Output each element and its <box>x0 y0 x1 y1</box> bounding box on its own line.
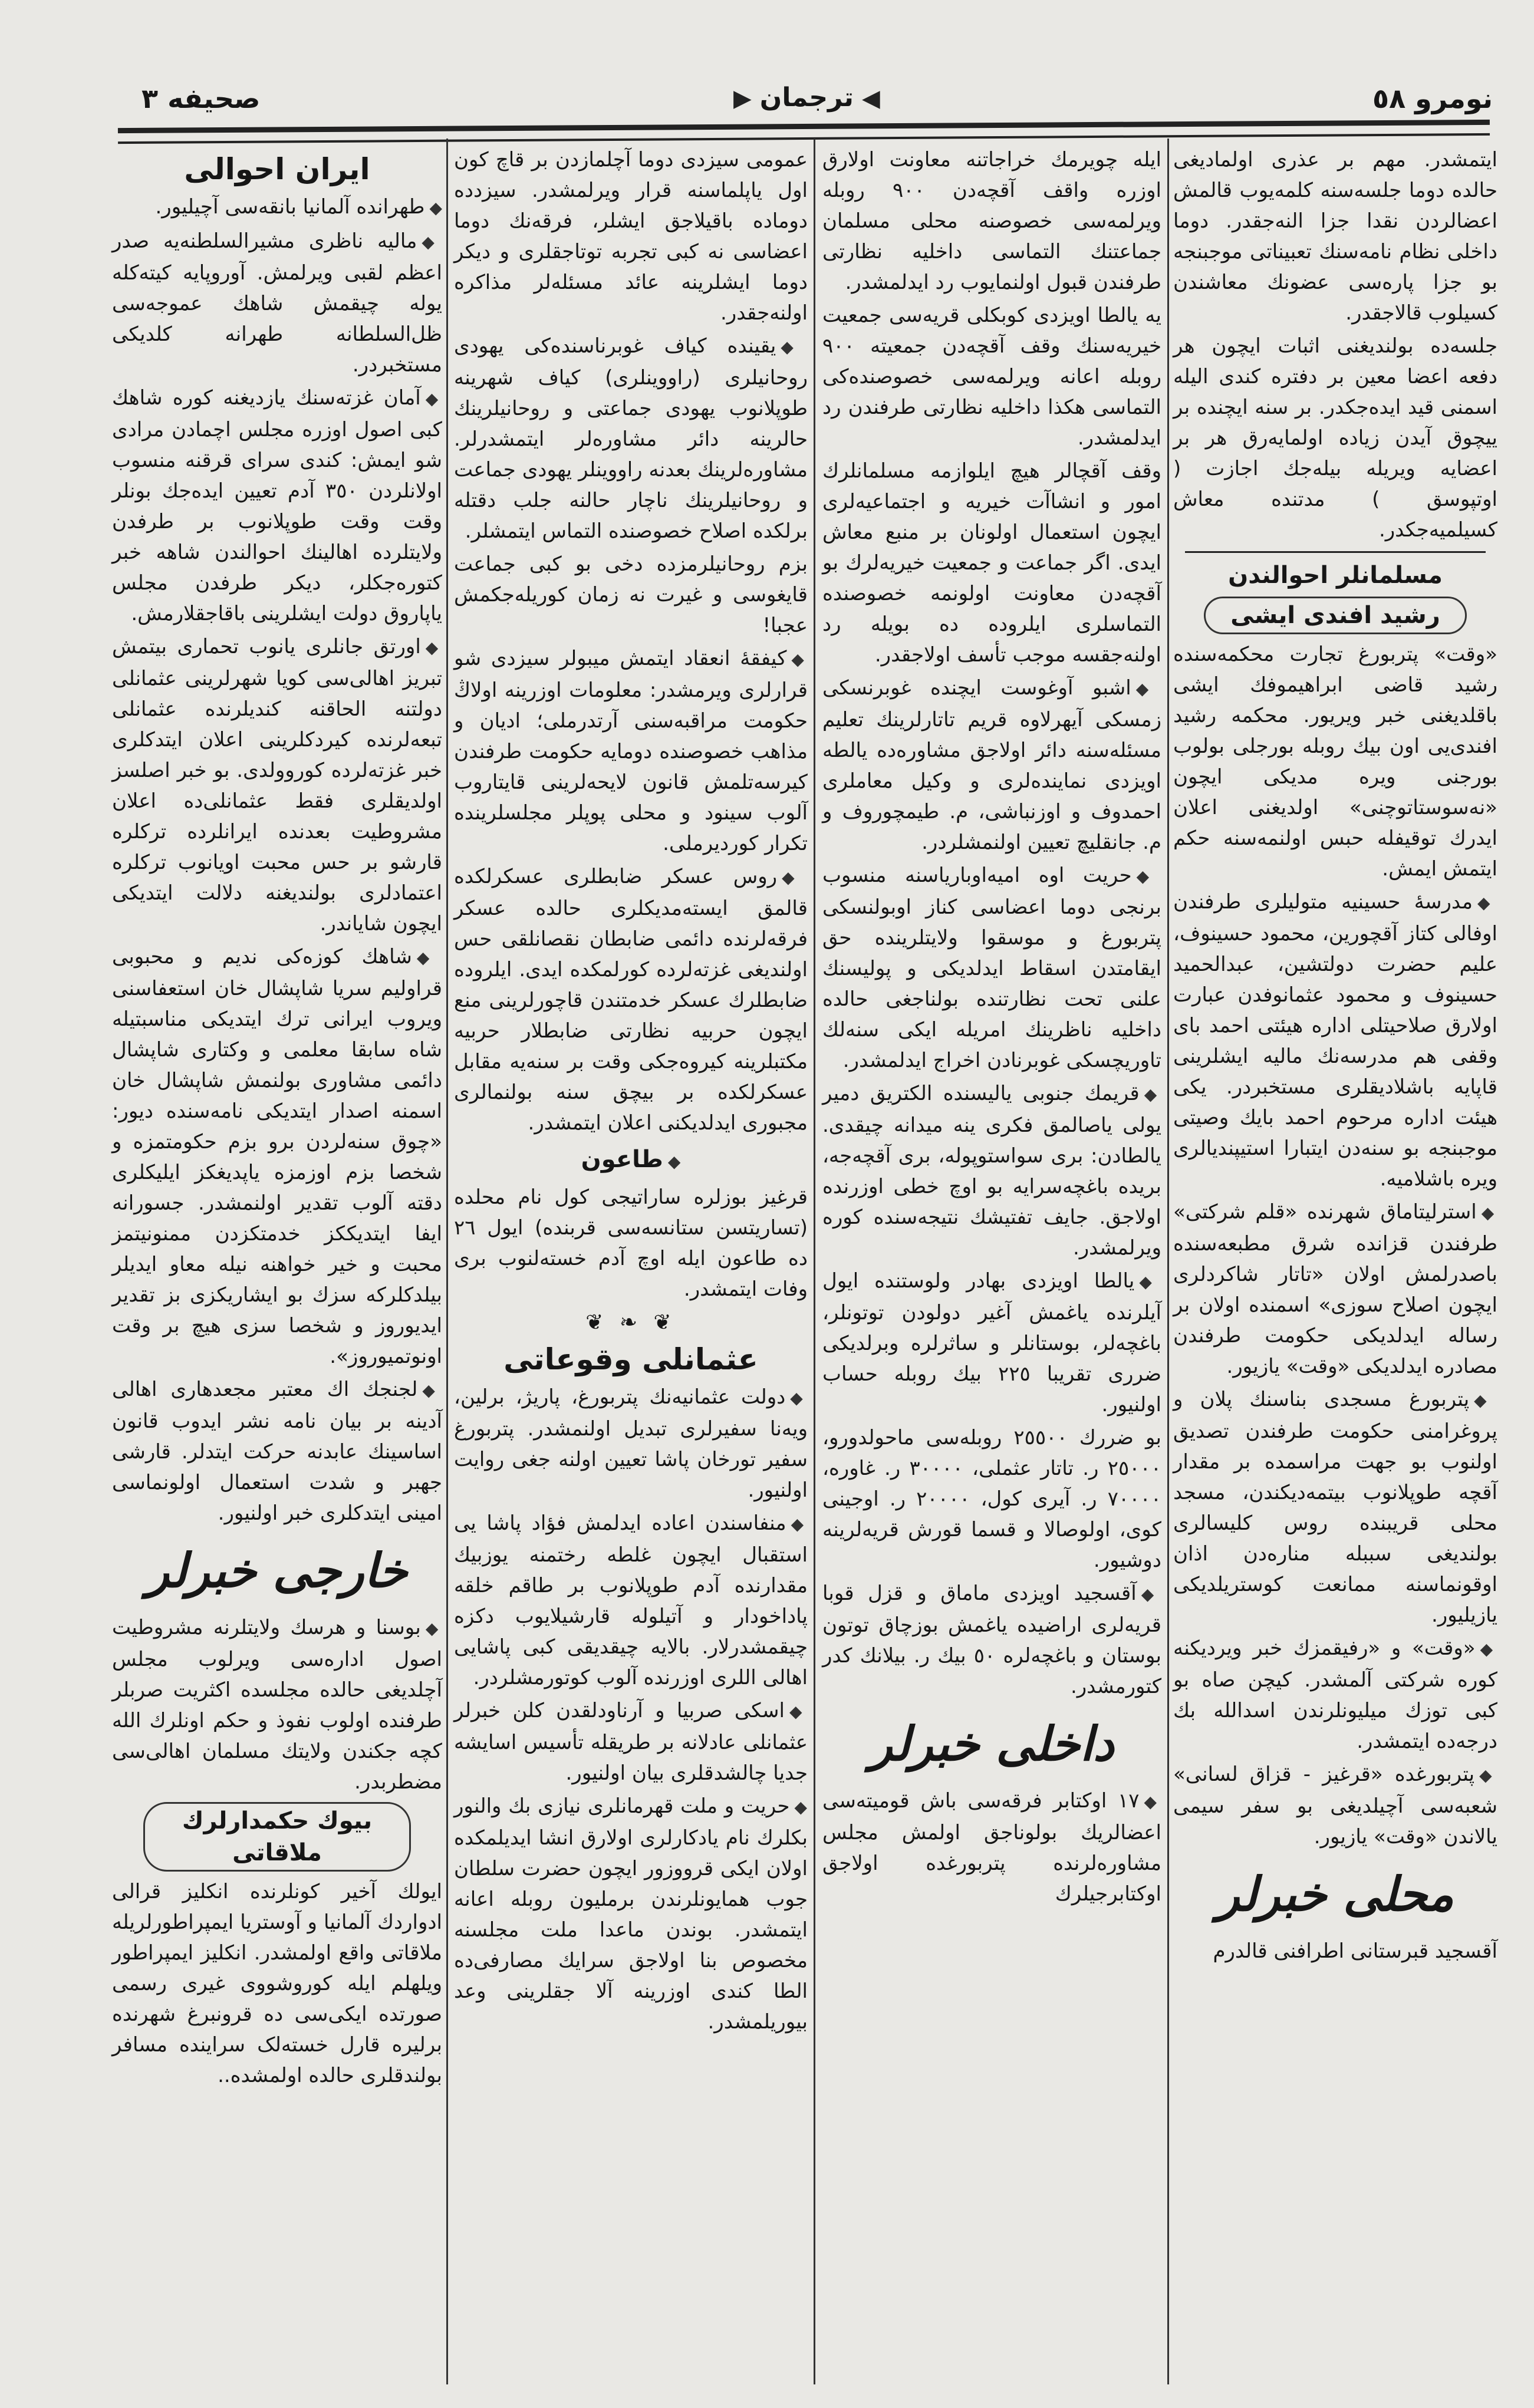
diamond-bullet-icon: ◆ <box>789 1702 808 1721</box>
diamond-bullet-icon: ◆ <box>422 1381 442 1400</box>
paragraph <box>112 383 442 629</box>
article-heading: رشید افندی ایشی <box>1204 597 1467 634</box>
column-3 <box>822 144 1161 1912</box>
paragraph <box>112 192 442 223</box>
domestic-news-heading: داخلی خبرلر <box>870 1716 1114 1771</box>
paragraph <box>1173 1633 1497 1757</box>
paragraph <box>454 861 808 1138</box>
diamond-bullet-icon: ◆ <box>1474 1391 1497 1410</box>
column-divider <box>446 139 448 2384</box>
paragraph: ایله چویرمك خراجاتنه معاونت اولارق اوزره واقف آقچه‌دن ٩٠٠ روبله ویرلمه‌سی خصوصنه محلی مسلمان جماعتنك التماسی داخلیه نظارتی طرفندن قبول اولنمایوب رد ایدلمشدر. <box>822 148 1161 294</box>
paragraph: «وقت» پتربورغ تجارت محکمه‌سنده رشید قاضی ابراهیموفك ایشی باقلدیغنی خبر ویریور. محکمه رشید افندی‌یی اون بیك روبله بورجلی بولوب بورجنی ویره مدیکی ایچون «نه‌سوستاتوچنی» اولدیغنی اعلان ایدرك توقیفله حبس اولنمه‌سنه حکم ایتمش ایمش. <box>1173 643 1497 881</box>
paragraph-text: ١٧ اوکتابر فرقه‌سی باش قومیته‌سی اعضالریك بولوناجق اولمش مجلس مشاوره‌لرنده پتربورغده اولاجق اوکتابرجیلرك <box>822 1789 1161 1906</box>
ornament-icon: ◀ <box>861 85 880 112</box>
paragraph: وقف آقچالر هیچ ایلوازمه مسلمانلرك امور و انشاآت خیریه و اجتماعیه‌لری ایچون استعمال اولونان بر منبع معاش ایدی. اگر جماعت و جمعیت خیریه‌لرك بو آقچه‌دن معاونت اولونمه خصوصنده التماسلری ایلروده ده بویله رد اولنه‌جقسه موجب تأسف اولاجقدر. <box>822 459 1161 667</box>
paragraph: عمومی سیزدی دوما آچلمازدن بر قاچ کون اول یاپلماسنه قرار ویرلمشدر. سیزدده دوماده باقیلاجق ایشلر، فرقه‌نك دوما اعضاسی نه کبی تجربه توتاجقلری و دیکر دوما ایشلرینه عائد مسئله‌لر مذاکره اولنه‌جقدر. <box>454 148 808 325</box>
article-heading: بیوك حکمدارلرك ملاقاتی <box>143 1802 411 1872</box>
paragraph-text: آقسجید اویزدی ماماق و قزل قوبا قریه‌لری اراضیده یاغمش بوزچاق توتون بوستان و باغچه‌لره ٥٠ بیك ر. بیلانك کدر کتورمشدر. <box>822 1582 1161 1698</box>
column-1 <box>112 144 442 2093</box>
diamond-bullet-icon: ◆ <box>781 337 808 357</box>
issue-number: نومرو ٥٨ <box>1372 83 1493 114</box>
paragraph <box>1173 887 1497 1194</box>
paragraph <box>822 1266 1161 1420</box>
paragraph-text: یالطا اویزدی بهادر ولوستنده ایول آیلرنده یاغمش آغیر دولودن توتونلر، باغچه‌لر، بوستانلر و ساثرلره وبرلدیکی ضرری تقریبا ٢٢٥ بیك روبله حساب اولنیور. <box>822 1269 1161 1417</box>
diamond-bullet-icon: ◆ <box>791 650 808 669</box>
paragraph <box>822 673 1161 858</box>
divider <box>1185 551 1486 553</box>
paragraph <box>112 226 442 380</box>
diamond-bullet-icon: ◆ <box>1477 893 1497 913</box>
paragraph <box>454 1791 808 2037</box>
diamond-bullet-icon: ◆ <box>667 1152 681 1171</box>
plague-heading <box>454 1143 808 1178</box>
ornament-icon: ▶ <box>733 85 752 112</box>
diamond-bullet-icon: ◆ <box>1141 1585 1161 1604</box>
paragraph <box>454 643 808 859</box>
paragraph: یه یالطا اویزدی کوبکلی قریه‌سی جمعیت خیریه‌سنك وقف آقچه‌دن جمعیته ٩٠٠ روبله اعانه ویرلمه‌سی خصوصنده‌کی التماسی هکذا داخلیه نظارتی طرفندن رد ایدلمشدر. <box>822 304 1161 450</box>
diamond-bullet-icon: ◆ <box>1480 1639 1497 1659</box>
paragraph-text: شاهك کوزه‌کی ندیم و محبوبی قراولیم سریا شاپشال خان استعفاسنی ویروب ایرانی ترك ایتدیکی مناسبتیله شاه سابقا معلمی و وکتاری شاپشال دائمی مشاوری بولنمش شاپشال خان اسمنه اصدار ایتدیکی نامه‌سنده دیور: «چوق سنه‌لردن برو بزم حکومتمزه و شخصا بزم اوزمزه یاپدیغکز ایلیکلری دقته آلوب تقدیر اولنمشدر. جسورانه ایفا ایتدیککز خدمتکزدن ممنونیتمز محبت و خیر خواهنه نیله معاو ایدیلر بیلدکلرکه سزك بو ایشاریکزی بز تقدیر ایدیوروز و شخصا سزی هیچ بر وقت اونوتمیوروز». <box>112 945 442 1368</box>
column-divider <box>814 139 815 2384</box>
paragraph <box>112 1612 442 1797</box>
paragraph-text: اشبو آوغوست ایچنده غوبرنسکی زمسکی آیهرلاوه قریم تاتارلرینك تعلیم مسئله‌سنه دائر اولاجق مشاوره‌ده یالطه اویزدی نماینده‌لری و وکیل معاملری احمدوف و اوزنباشی، م. طیمچوروف و م. جانقلیچ تعیین اولنمشلردر. <box>822 676 1161 854</box>
diamond-bullet-icon: ◆ <box>429 198 442 218</box>
ottoman-events-heading: عثمانلی وقوعاتی <box>503 1342 758 1376</box>
paragraph-text: پتربورغده «قرغیز - قزاق لسانی» شعبه‌سی آچیلدیغی بو سفر سیمی یالاندن «وقت» یازیور. <box>1173 1763 1497 1849</box>
paragraph <box>1173 1759 1497 1852</box>
column-2 <box>454 144 808 2040</box>
column-divider <box>1167 139 1169 2384</box>
paragraph <box>822 1578 1161 1702</box>
paragraph <box>112 631 442 939</box>
paragraph <box>454 331 808 546</box>
diamond-bullet-icon: ◆ <box>791 1514 808 1534</box>
paragraph-text: کیفقهٔ انعقاد ایتمش میبولر سیزدی شو قرارلری ویرمشدر: معلومات اوزرینه اولاڭ حکومت مراقبه‌سنی آرتدرملی؛ ادیان و مذاهب خصوصنده دومایه حکومت طرفندن کیرسه‌تلمش قانون لایحه‌لرینی قایتاروب آلوب سینود و محلی پوپلر مجلسلرینده تکرار کوردیرملی. <box>454 647 808 855</box>
diamond-bullet-icon: ◆ <box>1144 1085 1161 1104</box>
paragraph <box>112 1374 442 1529</box>
diamond-bullet-icon: ◆ <box>1135 679 1161 699</box>
diamond-bullet-icon: ◆ <box>1479 1765 1497 1785</box>
paragraph: ایولك آخیر کونلرنده انکلیز قرالی ادواردك آلمانیا و آوستریا ایمپراطورلریله ملاقاتی واقع اولمشدر. انکلیز ایمپراطور ویلهلم ایله کوروشووی غیری رسمی صورتده ایکی‌سی ده قرونبرغ شهرنده برلیره قارل خسته‌لک سراینده مسافر بولندقلری حالده اولمشده.. <box>112 1880 442 2087</box>
local-news-heading: محلی خبرلر <box>1217 1866 1454 1922</box>
paragraph: بزم روحانیلرمزده دخی بو کبی جماعت قایغوسی و غیرت نه زمان کوریله‌جکمش عجبا! <box>454 552 808 637</box>
masthead <box>725 83 888 113</box>
paragraph-text: اورتق جانلری یانوب تحماری بیتمش تبریز اهالی‌سی کویا شهرلرینی عثمانلی دولتنه الحاقنه کندیلرنده عثمانلی تبعه‌لرنده کیردکلرینی اعلان ایتدکلری خبر غزته‌لرده کوروولدی. بو خبر اصلسز اولدیقلری فقط عثمانلی‌ده اعلان مشروطیت بعدنده ایرانلرده ترکلره قارشو بر حس محبت اویانوب ترکلره اعتمادلری بولندیغنه دلالت ایتدیکی ایچون شایاندر. <box>112 635 442 935</box>
paragraph-text: «وقت» و «رفیقمزك خبر ویردیکنه کوره شرکتی آلمشدر. کیچن صاه بو کبی توزك میلیونلرندن اسدالله بك درجه‌ده ایتمشدر. <box>1173 1636 1497 1753</box>
paragraph-text: طهرانده آلمانیا بانقه‌سی آچیلیور. <box>155 195 425 219</box>
paragraph-text: مالیه ناظری مشیرالسلطنه‌یه صدر اعظم لقبی ویرلمش. آوروپایه کیته‌کله یوله چیقمش شاهك عموجه‌سی ظل‌السلطانه طهرانه کلدیکی مستخبردر. <box>112 229 442 377</box>
paragraph <box>1173 1384 1497 1630</box>
diamond-bullet-icon: ◆ <box>422 232 442 252</box>
heading-text: طاعون <box>581 1146 663 1173</box>
paragraph <box>454 1382 808 1506</box>
header-rule <box>118 120 1490 144</box>
paragraph-text: لجنجك اك معتبر مجعدهاری اهالی آدینه بر بیان نامه نشر ایدوب قانون اساسینك عابدنه حرکت ایتدلر. قارشی جهبر و شدت استعمال اولونماسی امینی ایتدکلری خبر اولنیور. <box>112 1378 442 1525</box>
diamond-bullet-icon: ◆ <box>425 638 442 657</box>
paragraph-text: حریت اوه امیه‌اوباریاسنه منسوب برنجی دوما اعضاسی کناز اوبولنسکی پتربورغ و موسقوا ولایتلرینده حق ایقامتدن اسقاط ایدلدیکی و پولیسنك علنی تحت نظارتنده بولناجغی حالده داخلیه ناظرینك امریله ایکی سنه‌لك تاوریچسکی غوبرنادن اخراج ایدلمشدر. <box>822 864 1161 1072</box>
iran-affairs-heading: ایران احوالی <box>184 152 370 186</box>
diamond-bullet-icon: ◆ <box>416 948 442 967</box>
diamond-bullet-icon: ◆ <box>794 1797 808 1817</box>
paragraph <box>1173 1197 1497 1382</box>
paragraph <box>454 1508 808 1693</box>
diamond-bullet-icon: ◆ <box>1481 1203 1497 1223</box>
paragraph: جلسه‌ده بولندیغنی اثبات ایچون هر دفعه اعضا معین بر دفتره کندی الیله اسمنی قید ایده‌جکدر. بر سنه ایچنده بر ییچوق آیدن زیاده اولمایه‌رق هر بر اعضایه ویریله بیله‌جك اجازت ( اوتپوسق ) مدتنده معاش کسیلمیه‌جکدر. <box>1173 334 1497 542</box>
paragraph <box>112 941 442 1372</box>
paragraph-text: بوسنا و هرسك ولایتلرنه مشروطیت اصول اداره‌سی ویرلوب مجلس آچلدیغی حالده مجلسده اکثریت صربلر طرفنده اولوب نفوذ و حکم اونلرك الله کچه جکندن ولایتك مسلمان اهالی‌سی مضطربدر. <box>112 1616 442 1794</box>
paragraph: آقسجید قبرستانی اطرافنی قالدرم <box>1213 1939 1497 1963</box>
section-heading: مسلمانلر احوالندن <box>1228 562 1443 589</box>
paragraph-text: پتربورغ مسجدی بناسنك پلان و پروغرامنی حکومت طرفندن تصدیق اولنوب بو جهت مراسمده بر مقدار آقچه طوپلانوب بیتمه‌دیکندن، مسجد محلی قریبنده روس کلیسالری بولندیغی سببله مناره‌دن اذان اوقونماسنه ممانعت کوستریلدیکی یازیلیور. <box>1173 1388 1497 1627</box>
paragraph-text: استرلیتاماق شهرنده «قلم شرکتی» طرفندن قزانده شرق مطبعه‌سنده باصدرلمش اولان «تاتار شاکردلری ایچون اصلاح سوزی» اسمنده اولان بر رساله ایدلدیکی حکومت طرفندن مصادره ایدلدیکی «وقت» یازیور. <box>1173 1200 1497 1378</box>
column-4 <box>1173 144 1497 1969</box>
diamond-bullet-icon: ◆ <box>790 1388 808 1408</box>
paragraph-text: یقینده کیاف غوبرناسنده‌کی یهودی روحانیلری (راووینلری) کیاف شهرینه طوپلانوب یهودی جماعتی و روحانیلرینك حالرینه دائر مشاوره‌لر ایتمشدرلر. مشاوره‌لرینك بعدنه راووینلر یهودی جماعت و روحانیلرینك ناچار حالنه جلب دقتله برلکده اصلاح خصوصنده التماس ایتمشلر. <box>454 334 808 543</box>
paragraph: قرغیز بوزلره ساراتیجی کول نام محلده (تساریتسن ستانسه‌سی قربنده) ایول ٢٦ ده طاعون ایله اوچ آدم خسته‌لنوب برى وفات ایتمشدر. <box>454 1185 808 1301</box>
diamond-bullet-icon: ◆ <box>425 1619 442 1638</box>
paragraph <box>822 860 1161 1076</box>
diamond-bullet-icon: ◆ <box>1144 1792 1161 1811</box>
paragraph: بو ضررك ٢٥٥٠٠ روبله‌سی ماحولدورو، ٢٥٠٠٠ ر. تاتار عثملی، ٣٠٠٠٠ ر. غاوره، ٧٠٠٠٠ ر. آیری کول، ٢٠٠٠٠ ر. اوجینی کوی، اولوصالا و قسما قورش قریه‌لرینه دوشیور. <box>822 1426 1162 1572</box>
paragraph <box>454 1695 808 1788</box>
diamond-bullet-icon: ◆ <box>425 389 442 409</box>
paragraph-text: حریت و ملت قهرمانلری نیازی بك والنور بکلرك نام یادکارلری اولارق انشا ایدیلمکده اولان ایکی قرووزور ایچون حضرت سلطان جوب همایونلرندن برملیون روبله اعانه ایتمشدر. بوندن ماعدا ملت مجلسنه مخصوص بنا اولاجق سرایك مصارفی‌ده الطا کندی اوزرینه آلا جقلرینی وعد بیوریلمشدر. <box>454 1794 808 2034</box>
paragraph-text: دولت عثمانیه‌نك پتربورغ، پاریژ، برلین، ویه‌نا سفیرلری تبدیل اولنمشدر. پتربورغ سفیر تورخان پاشا تعیین اولنه جغی روایت اولنیور. <box>454 1385 808 1502</box>
diamond-bullet-icon: ◆ <box>1136 867 1161 886</box>
paragraph-text: اسکی صربیا و آرناودلقدن کلن خبرلر عثمانلی عادلانه بر طریقله تأسیس اسایشه جدیا چالشدقلری بیان اولنیور. <box>454 1699 808 1785</box>
newspaper-title: ترجمان <box>759 83 854 113</box>
paragraph-text: قریمك جنوبی یالیسنده الکتریق دمیر یولی یاصالمق فکری ینه میدانه چیقدی. یالطادن: بری سواستوپوله، بری آقچه‌جه، بریده باغچه‌سرایه بو اوچ خطی اوزرنده اولاجق. جایف تفتیشك نتیجه‌سنده کوره ویرلمشدر. <box>822 1082 1161 1260</box>
paragraph <box>822 1786 1161 1909</box>
paragraph <box>822 1078 1161 1263</box>
paragraph-text: روس عسکر ضابطلری عسکرلکده قالمق ایسته‌مدیکلری حالده عسکر فرقه‌لرنده دائمی ضابطان نقصانلقی حس اولندیغی غزته‌لرده کورلمکده ایدی. ایلروده ضابطلرك عسکر خدمتندن قاچورلرینی منع ایچون حربیه نظارتی ضابطلار حربیه مکتبلرینه کیروه‌جکی وقت بر سنه‌یه مقابل عسکرلکده بر بیچق سنه بولنمالری مجبوری ایدلدیکنی اعلان ایتمشدر. <box>454 865 808 1135</box>
paragraph-text: مدرسهٔ حسینیه متولیلری طرفندن اوفالی کتاز آقچورین، محمود حسینوف، علیم حضرت دولتشین، عبدالحمید حسینوف و محمود عثمانوفدن عبارت اولارق صلاحیتلی اداره هیئتی احمد بای وقفی هم مدرسه‌نك مالیه ایشلرینی قاپایه باشلادیقلری مستخبردر. یکی هیئت اداره مرحوم احمد بایك وصیتی موجبنجه بو سنه‌دن ایتبارا استیپندیالری ویره باشلامیه. <box>1173 890 1497 1191</box>
paragraph-text: منفاسندن اعاده ایدلمش فؤاد پاشا یی استقبال ایچون غلطه رختمنه یوزبیك مقدارنده آدم طوپلانوب بر طاقم خلقه پاداخودار و آتیلوله قارشیلایوب دکزه چیقمشدرلار. بالایه چیقدیقی کبی پاشایی اهالی اللری اوزرنده آلوب کوتورمشلردر. <box>454 1511 808 1689</box>
diamond-bullet-icon: ◆ <box>1139 1272 1161 1292</box>
diamond-bullet-icon: ◆ <box>782 868 808 887</box>
paragraph-text: آمان غزته‌سنك یازدیغنه کوره شاهك کبی اصول اوزره مجلس اچمادن مرادی شو ایمش: کندی سرای قرقنه منسوب اولانلردن ٣٥٠ آدم تعیین ایده‌جك بونلر وقت وقت طوپلانوب بر طرفدن ولایتلرده اهالینك احوالندن شاهه خبر کتوره‌جکلر، دیکر طرفدن مجلس یاپاروق دولت ایشلرینی باقاجقلارمش. <box>112 386 442 625</box>
ornament-divider: ❦ ❧ ❦ <box>585 1310 676 1335</box>
paragraph: ایتمشدر. مهم بر عذری اولمادیغی حالده دوما جلسه‌سنه کلمه‌یوب قالمش اعضالردن نقدا جزا النه‌جقدر. دوما داخلی نظام نامه‌سنك تعبیناتی موجبنجه بو جزا پاره‌سی عضونك معاشندن کسیلوب قالاجقدر. <box>1173 148 1497 325</box>
page-number: صحیفه ٣ <box>141 83 261 114</box>
foreign-news-heading: خارجی خبرلر <box>146 1543 408 1598</box>
